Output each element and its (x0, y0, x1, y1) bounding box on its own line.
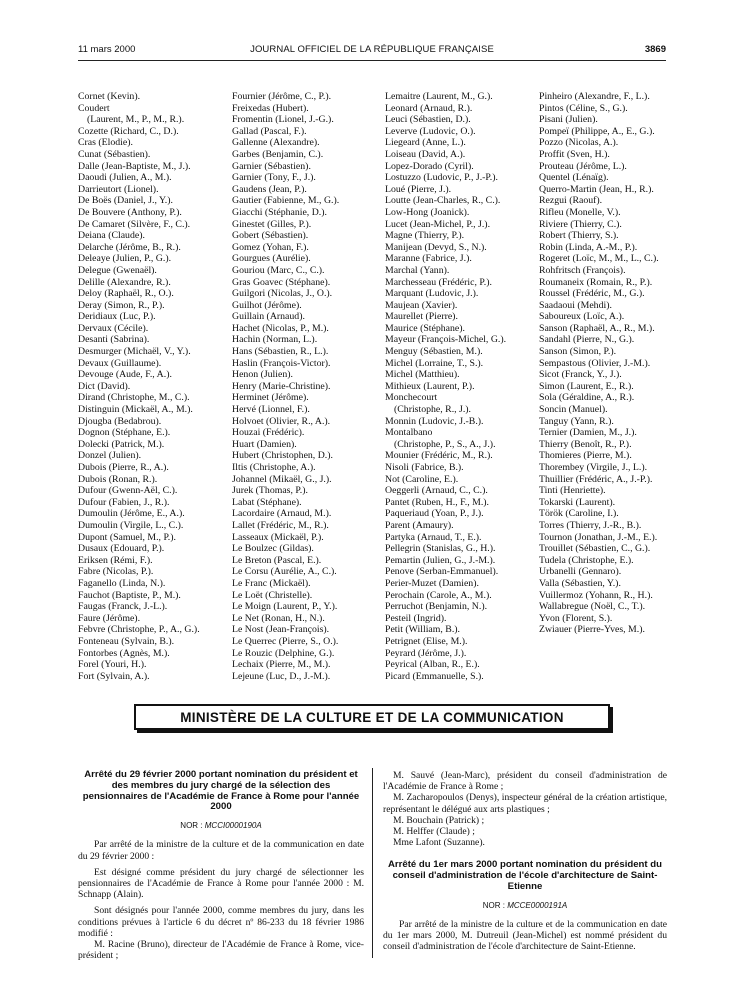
laureate-name: Distinguin (Mickaël, A., M.). (78, 404, 193, 416)
laureate-name: Lopez-Dorado (Cyril). (385, 160, 474, 172)
laureate-name: Delarche (Jérôme, B., R.). (78, 241, 181, 253)
name-column-3 (385, 91, 525, 682)
laureate-name: Peyrical (Alban, R., E.). (385, 659, 480, 671)
laureate-name: Fromentin (Lionel, J.-G.). (232, 114, 334, 126)
laureate-name: Herminet (Jérôme). (232, 392, 309, 404)
laureate-name: Pintos (Céline, S., G.). (539, 102, 628, 114)
laureate-name: Thuillier (Frédéric, A., J.-P.). (539, 473, 653, 485)
laureate-name: Maujean (Xavier). (385, 299, 458, 311)
laureate-name: Pinheiro (Alexandre, F., L.). (539, 91, 650, 102)
laureate-name: Le Querrec (Pierre, S., O.). (232, 635, 339, 647)
laureate-name: Deleaye (Julien, P., G.). (78, 253, 172, 265)
laureate-name: Sanson (Simon, P.). (539, 346, 617, 358)
laureate-name: Haslin (François-Victor). (232, 357, 331, 369)
decree-right-column (383, 770, 667, 953)
laureate-name: Febvre (Christophe, P., A., G.). (78, 624, 200, 636)
laureate-name: Hachin (Norman, L.). (232, 334, 318, 346)
laureate-name: Valla (Sébastien, Y.). (539, 577, 621, 589)
laureate-name: Desanti (Sabrina). (78, 334, 150, 346)
laureate-name: Giacchi (Stéphanie, D.). (232, 206, 327, 218)
laureate-name: Dalle (Jean-Baptiste, M., J.). (78, 160, 191, 172)
laureate-name: Guilgori (Nicolas, J., O.). (232, 288, 333, 300)
laureate-name: Lucet (Jean-Michel, P., J.). (385, 218, 491, 230)
laureate-name: Freixedas (Hubert). (232, 102, 309, 114)
laureate-name: Thomieres (Pierre, M.). (539, 450, 632, 462)
laureate-name: Torres (Thierry, J.-R., B.). (539, 519, 642, 531)
laureate-name: Lechaix (Pierre, M., M.). (232, 659, 331, 671)
laureate-name: Tudela (Christophe, E.). (539, 554, 634, 566)
laureate-name: Iltis (Christophe, A.). (232, 462, 316, 473)
laureate-name: Loiseau (David, A.). (385, 148, 466, 160)
laureate-name: Djougba (Bedabrou). (78, 415, 162, 427)
jury-member: Mme Lafont (Suzanne). (393, 837, 485, 849)
jury-member: M. Sauvé (Jean-Marc), président du conseil d'administration de l'Académie de France à Rome ; (383, 770, 667, 793)
decree-2-nor-code: MCCE0000191A (507, 900, 568, 910)
laureate-name: Pemartin (Julien, G., J.-M.). (385, 554, 496, 566)
laureate-name: Dubois (Pierre, R., A.). (78, 462, 169, 473)
laureate-name: (Christophe, P., S., A., J.). (394, 438, 496, 450)
laureate-name: Fabre (Nicolas, P.). (78, 566, 154, 578)
laureate-name: Dumoulin (Jérôme, E., A.). (78, 508, 185, 520)
laureate-name: Dupont (Samuel, M., P.). (78, 531, 176, 543)
laureate-name: Török (Caroline, I.). (539, 508, 619, 520)
laureate-name: Michel (Matthieu). (385, 369, 460, 381)
ministry-heading: MINISTÈRE DE LA CULTURE ET DE LA COMMUNICATION (134, 704, 610, 730)
laureate-name: Fournier (Jérôme, C., P.). (232, 91, 332, 102)
laureate-name: Dolecki (Patrick, M.). (78, 438, 165, 450)
laureate-name: Deloy (Raphaël, R., O.). (78, 288, 174, 300)
page-number: 3869 (644, 44, 666, 55)
laureate-name: Loutte (Jean-Charles, R., C.). (385, 195, 501, 207)
laureate-name: Maurice (Stéphane). (385, 322, 465, 334)
header-date: 11 mars 2000 (78, 44, 136, 55)
decree-1-paragraph: Sont désignés pour l'année 2000, comme membres du jury, dans les conditions prévues à l'article 6 du décret nº 86-233 du 18 février 1986 modifié : (78, 905, 364, 939)
laureate-name: Daoudi (Julien, A., M.). (78, 172, 172, 184)
laureate-name: Faugas (Franck, J.-L.). (78, 601, 168, 613)
laureate-name: Monnin (Ludovic, J.-B.). (385, 415, 484, 427)
laureate-name: Menguy (Sébastien, M.). (385, 346, 483, 358)
decree-1-title: Arrêté du 29 février 2000 portant nomination du président et des membres du jury chargé de la sélection des pensionnaires de l'Académie de France à Rome pour l'année 2000 (82, 769, 360, 813)
decree-2-nor-label: NOR : (482, 900, 505, 910)
laureate-name: Le Franc (Mickaël). (232, 577, 311, 589)
decree-2-paragraph: Par arrêté de la ministre de la culture et de la communication en date du 1er mars 2000, M. Dutreuil (Jean-Michel) est nommé président du conseil d'administration de l'école d'architecture de Saint-Etienne. (383, 919, 667, 953)
laureate-name: Mayeur (François-Michel, G.). (385, 334, 507, 346)
laureate-name: Lasseaux (Mickaël, P.). (232, 531, 324, 543)
running-header (78, 44, 666, 58)
laureate-name: Michel (Lorraine, T., S.). (385, 357, 484, 369)
laureate-name: Pozzo (Nicolas, A.). (539, 137, 619, 149)
laureate-name: Rezgui (Raouf). (539, 195, 603, 207)
laureate-name: Marquant (Ludovic, J.). (385, 288, 479, 300)
laureate-name: Delille (Alexandre, R.). (78, 276, 171, 288)
laureate-name: Robin (Linda, A.-M., P.). (539, 241, 638, 253)
laureate-name: Mounier (Frédéric, M., R.). (385, 450, 493, 462)
laureate-name: Simon (Laurent, E., R.). (539, 380, 634, 392)
laureate-name: Le Breton (Pascal, E.). (232, 554, 322, 566)
laureate-name: Perier-Muzet (Damien). (385, 577, 479, 589)
decree-1-paragraph: Est désigné comme président du jury chargé de sélectionner les pensionnaires de l'Académie de France à Rome pour l'année 2000 : M. Schnapp (Alain). (78, 866, 364, 901)
laureate-name: Montalbano (385, 427, 433, 439)
laureate-name: Perochain (Carole, A., M.). (385, 589, 492, 601)
laureate-name: Dognon (Stéphane, E.). (78, 427, 171, 439)
laureate-name: Dirand (Christophe, M., C.). (78, 392, 190, 404)
name-column-2 (232, 91, 372, 682)
laureate-name: Gaudens (Jean, P.). (232, 183, 307, 195)
laureate-name: Quentel (Lénaïg). (539, 172, 609, 184)
laureate-name: Faure (Jérôme). (78, 612, 141, 624)
laureate-name: Monchecourt (385, 392, 438, 404)
laureate-name: Roumaneix (Romain, R., P.). (539, 276, 653, 288)
laureate-name: Rohfritsch (François). (539, 264, 626, 276)
laureate-name: Dusaux (Edouard, P.). (78, 543, 165, 555)
laureate-name: Rogeret (Loïc, M., M., L., C.). (539, 253, 659, 265)
laureate-name: Magne (Thierry, P.). (385, 230, 465, 242)
laureate-name: Liegeard (Anne, L.). (385, 137, 466, 149)
laureate-name: Maurellet (Pierre). (385, 311, 458, 323)
laureate-name: Tokarski (Laurent). (539, 496, 616, 508)
laureate-name: Houzai (Frédéric). (232, 427, 305, 439)
laureate-name: Johannel (Mikaël, G., J.). (232, 473, 332, 485)
laureate-name: Gras Goavec (Stéphane). (232, 276, 331, 288)
laureate-name: Cunat (Sébastien). (78, 148, 151, 160)
laureate-name: Thorembey (Virgile, J., L.). (539, 462, 648, 473)
laureate-name: Delegue (Gwenaël). (78, 264, 157, 276)
laureate-name: Leuci (Sébastien, D.). (385, 114, 471, 126)
laureate-name: Marchesseau (Frédéric, P.). (385, 276, 492, 288)
laureate-name: Rifleu (Monelle, V.). (539, 206, 621, 218)
laureate-name: Garnier (Tony, F., J.). (232, 172, 316, 184)
laureate-name: Le Corsu (Aurélie, A., C.). (232, 566, 337, 578)
laureate-name: Yvon (Florent, S.). (539, 612, 613, 624)
laureate-name: Tinti (Henriette). (539, 485, 606, 497)
laureate-name: Dubois (Ronan, R.). (78, 473, 158, 485)
laureate-name: Dict (David). (78, 380, 131, 392)
laureate-name: Gouriou (Marc, C., C.). (232, 264, 325, 276)
laureate-name: Lostuzzo (Ludovic, P., J.-P.). (385, 172, 498, 184)
laureate-name: Gallenne (Alexandre). (232, 137, 320, 149)
laureate-name: Querro-Martin (Jean, H., R.). (539, 183, 654, 195)
column-divider (372, 768, 373, 958)
laureate-name: Penove (Serban-Emmanuel). (385, 566, 499, 578)
laureate-name: Dufour (Gwenn-Aël, C.). (78, 485, 178, 497)
laureate-name: Leonard (Arnaud, R.). (385, 102, 473, 114)
laureate-name: Sandahl (Pierre, N., G.). (539, 334, 635, 346)
laureate-name: Robert (Thierry, S.). (539, 230, 619, 242)
laureate-name: Perruchot (Benjamin, N.). (385, 601, 488, 613)
laureate-name: Petrignet (Elise, M.). (385, 635, 468, 647)
laureate-name: Eriksen (Rémi, F.). (78, 554, 153, 566)
laureate-name: Dervaux (Cécile). (78, 322, 149, 334)
laureate-name: Henon (Julien). (232, 369, 293, 381)
decree-1-paragraph: M. Racine (Bruno), directeur de l'Académie de France à Rome, vice-président ; (78, 939, 364, 962)
jury-member: M. Zacharopoulos (Denys), inspecteur général de la création artistique, représentant le délégué aux arts plastiques ; (383, 792, 667, 815)
laureate-name: Manijean (Devyd, S., N.). (385, 241, 487, 253)
laureate-name: Darrieutort (Lionel). (78, 183, 159, 195)
laureate-name: Lejeune (Luc, D., J.-M.). (232, 670, 331, 682)
laureate-name: Holvoet (Olivier, R., A.). (232, 415, 331, 427)
laureate-name: Vuillermoz (Yohann, R., H.). (539, 589, 653, 601)
laureate-name: Deridiaux (Luc, P.). (78, 311, 156, 323)
laureate-name: Trouillet (Sébastien, C., G.). (539, 543, 651, 555)
decree-1-nor (78, 820, 364, 831)
laureate-name: Sola (Géraldine, A., R.). (539, 392, 635, 404)
laureate-name: Desmurger (Michaël, V., Y.). (78, 346, 191, 358)
laureate-name: Le Nost (Jean-François). (232, 624, 330, 636)
laureate-name: Pellegrin (Stanislas, G., H.). (385, 543, 496, 555)
laureate-name: Tanguy (Yann, R.). (539, 415, 614, 427)
decree-left-column (78, 770, 364, 961)
laureate-name: Gallad (Pascal, F.). (232, 125, 307, 137)
laureate-name: Sempastous (Olivier, J.-M.). (539, 357, 651, 369)
name-column-1 (78, 91, 218, 682)
laureate-name: Partyka (Arnaud, T., E.). (385, 531, 482, 543)
laureate-name: Picard (Emmanuelle, S.). (385, 670, 484, 682)
laureate-name: Gobert (Sébastien). (232, 230, 309, 242)
laureate-name: Hans (Sébastien, R., L.). (232, 346, 329, 358)
journal-title: JOURNAL OFFICIEL DE LA RÉPUBLIQUE FRANÇAISE (250, 44, 494, 55)
laureate-name: Guilhot (Jérôme). (232, 299, 302, 311)
decree-1-nor-label: NOR : (180, 821, 203, 831)
laureate-name: Lemaitre (Laurent, M., G.). (385, 91, 493, 102)
laureate-name: Dumoulin (Virgile, L., C.). (78, 519, 184, 531)
laureate-name: Parent (Amaury). (385, 519, 454, 531)
laureate-name: Gourgues (Aurélie). (232, 253, 311, 265)
laureate-name: Le Rouzic (Delphine, G.). (232, 647, 335, 659)
jury-member: M. Helffer (Claude) ; (393, 826, 475, 838)
laureate-name: Le Boulzec (Gildas). (232, 543, 314, 555)
laureate-name: Forel (Youri, H.). (78, 659, 147, 671)
laureate-name: Fort (Sylvain, A.). (78, 670, 150, 682)
laureate-name: Le Moign (Laurent, P., Y.). (232, 601, 338, 613)
laureate-name: Cozette (Richard, C., D.). (78, 125, 179, 137)
laureate-name: Pisani (Julien). (539, 114, 598, 126)
laureate-name: Loué (Pierre, J.). (385, 183, 452, 195)
laureate-name: Leverve (Ludovic, O.). (385, 125, 476, 137)
laureate-name: Prouteau (Jérôme, L.). (539, 160, 627, 172)
laureate-name: De Bouvere (Anthony, P.). (78, 206, 182, 218)
laureate-name: Deiana (Claude). (78, 230, 145, 242)
laureate-name: Hachet (Nicolas, P., M.). (232, 322, 329, 334)
laureate-name: Ginestet (Gilles, P.). (232, 218, 312, 230)
laureate-name: Maranne (Fabrice, J.). (385, 253, 472, 265)
decree-2-title: Arrêté du 1er mars 2000 portant nomination du président du conseil d'administration de l'école d'architecture de Saint-Etienne (387, 859, 662, 893)
laureate-name: Roussel (Frédéric, M., G.). (539, 288, 645, 300)
laureate-name: Labat (Stéphane). (232, 496, 302, 508)
laureate-name: Zwiauer (Pierre-Yves, M.). (539, 624, 645, 636)
laureate-name: Henry (Marie-Christine). (232, 380, 331, 392)
laureate-name: Dufour (Fabien, J., R.). (78, 496, 170, 508)
laureate-name: Garnier (Sébastien). (232, 160, 311, 172)
decree-1-nor-code: MCCI0000190A (204, 821, 262, 831)
laureate-name: Oeggerli (Arnaud, C., C.). (385, 485, 488, 497)
laureate-name: Fontorbes (Agnès, M.). (78, 647, 170, 659)
laureate-name: Devaux (Guillaume). (78, 357, 162, 369)
laureate-name: Mithieux (Laurent, P.). (385, 380, 475, 392)
laureate-name: Saadaoui (Mehdi). (539, 299, 612, 311)
laureate-name: Jurek (Thomas, P.). (232, 485, 308, 497)
laureate-name: Riviere (Thierry, C.). (539, 218, 622, 230)
laureate-name: Cornet (Kevin). (78, 91, 141, 102)
laureate-name: Le Net (Ronan, H., N.). (232, 612, 325, 624)
laureate-name: Nisoli (Fabrice, B.). (385, 462, 464, 473)
laureate-name: Gautier (Fabienne, M., G.). (232, 195, 340, 207)
laureate-name: Donzel (Julien). (78, 450, 142, 462)
laureate-name: Paqueriaud (Yoan, P., J.). (385, 508, 484, 520)
name-column-4 (539, 91, 679, 636)
laureate-name: Garbes (Benjamin, C.). (232, 148, 324, 160)
laureate-name: Sicot (Franck, Y., J.). (539, 369, 622, 381)
jury-member: M. Bouchain (Patrick) ; (393, 814, 485, 826)
laureate-name: Saboureux (Loïc, A.). (539, 311, 625, 323)
laureate-name: Pantet (Ruben, H., F., M.). (385, 496, 489, 508)
laureate-name: Cras (Elodie). (78, 137, 133, 149)
laureate-name: Faganello (Linda, N.). (78, 577, 166, 589)
laureate-name: Hervé (Lionnel, F.). (232, 404, 310, 416)
header-rule (78, 60, 666, 61)
decree-1-paragraph: Par arrêté de la ministre de la culture et de la communication en date du 29 février 2000 : (78, 839, 364, 862)
laureate-name: Le Loët (Christelle). (232, 589, 313, 601)
decree-2-nor (383, 900, 667, 911)
laureate-name: Urbanelli (Gennaro). (539, 566, 622, 578)
laureate-name: Hubert (Christophen, D.). (232, 450, 333, 462)
laureate-name: Tournon (Jonathan, J.-M., E.). (539, 531, 658, 543)
laureate-name: Petit (William, B.). (385, 624, 460, 636)
laureate-name: Lallet (Frédéric, M., R.). (232, 519, 329, 531)
laureate-name: Gomez (Yohan, F.). (232, 241, 309, 253)
laureate-name: Fauchot (Baptiste, P., M.). (78, 589, 181, 601)
laureate-name: Not (Caroline, E.). (385, 473, 459, 485)
laureate-name: De Camaret (Silvère, F., C.). (78, 218, 191, 230)
laureate-name: Marchal (Yann). (385, 264, 450, 276)
laureate-name: Devouge (Aude, F., A.). (78, 369, 172, 381)
laureate-name: Sanson (Raphaël, A., R., M.). (539, 322, 655, 334)
laureate-name: Lacordaire (Arnaud, M.). (232, 508, 332, 520)
laureate-name: Proffit (Sven, H.). (539, 148, 610, 160)
laureate-name: Low-Hong (Joanick). (385, 206, 470, 218)
laureate-name: De Boës (Daniel, J., Y.). (78, 195, 173, 207)
laureate-name: Pompeï (Philippe, A., E., G.). (539, 125, 655, 137)
laureate-name: Ternier (Damien, M., J.). (539, 427, 637, 439)
laureate-name: Soncin (Manuel). (539, 404, 608, 416)
laureate-name: Coudert (78, 102, 110, 114)
laureate-name: (Christophe, R., J.). (394, 404, 472, 416)
laureate-name: Huart (Damien). (232, 438, 297, 450)
laureate-name: Peyrard (Jérôme, J.). (385, 647, 467, 659)
laureate-name: Guillain (Arnaud). (232, 311, 305, 323)
laureate-name: Deray (Simon, R., P.). (78, 299, 165, 311)
laureate-name: Thierry (Benoît, R., P.). (539, 438, 632, 450)
laureate-name: Pesteil (Ingrid). (385, 612, 447, 624)
laureate-name: Wallabregue (Noël, C., T.). (539, 601, 646, 613)
laureate-name: (Laurent, M., P., M., R.). (87, 114, 185, 126)
laureate-name: Fonteneau (Sylvain, B.). (78, 635, 175, 647)
